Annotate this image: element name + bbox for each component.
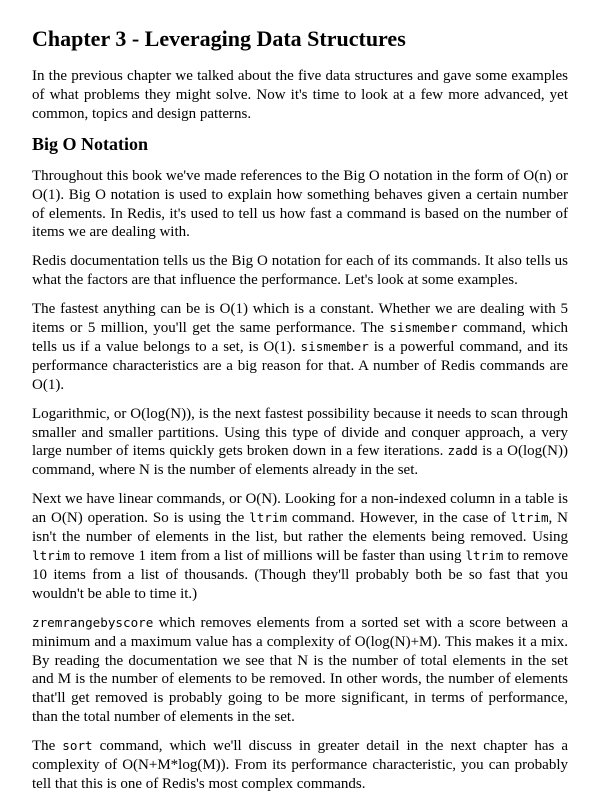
paragraph-mixed-complexity bbox=[32, 614, 568, 727]
inline-code-ltrim: ltrim bbox=[249, 510, 288, 526]
text-run: command. However, in the case of bbox=[287, 510, 511, 527]
paragraph-bigo-docs bbox=[32, 252, 568, 290]
text-run: which removes elements from a sorted set with a score between a minimum and a maximum value has a complexity of O(log(N)+M). This makes it a mix. By reading the documentation we see that N is the number of total elements in the set and M is the number of elements to be removed. In other words, the number of elements that'll get removed is probably going to be more significant, in terms of performance, than the total number of elements in the set. bbox=[32, 614, 568, 726]
chapter-title: Chapter 3 - Leveraging Data Structures bbox=[32, 26, 406, 51]
text-run: Logarithmic, or O(log(N)), is the next fastest possibility because it needs to scan through smaller and smaller partitions. Using this type of divide and conquer approach, a very large number of items quickly gets broken down in a few iterations. bbox=[32, 405, 568, 460]
text-run: The fastest anything can be is O(1) which is a constant. Whether we are dealing with 5 items or 5 million, you'll get the same performance. The bbox=[32, 301, 568, 337]
paragraph-constant-time bbox=[32, 300, 568, 395]
inline-code-zremrangebyscore: zremrangebyscore bbox=[32, 614, 154, 630]
inline-code-sismember: sismember bbox=[300, 338, 369, 354]
paragraph-linear bbox=[32, 490, 568, 603]
section-heading-big-o: Big O Notation bbox=[32, 134, 149, 155]
text-run: is a powerful command, and its performance characteristics are a big reason for that. A number of Redis commands are O(1). bbox=[32, 338, 568, 393]
text-run: Redis documentation tells us the Big O notation for each of its commands. It also tells us what the factors are that influence the performance. Let's look at some examples. bbox=[32, 253, 568, 289]
text-run: The bbox=[32, 738, 63, 755]
inline-code-zadd: zadd bbox=[447, 443, 478, 459]
inline-code-sismember: sismember bbox=[389, 320, 458, 336]
inline-code-sort: sort bbox=[62, 738, 93, 754]
text-run: In the previous chapter we talked about the five data structures and gave some examples of what problems they might solve. Now it's time to look at a few more advanced, yet common, topics and design patterns. bbox=[32, 68, 568, 123]
inline-code-ltrim: ltrim bbox=[510, 510, 549, 526]
text-run: is a O(log(N)) command, where N is the number of elements already in the set. bbox=[32, 443, 568, 479]
text-run: command, which tells us if a value belongs to a set, is O(1). bbox=[32, 320, 569, 355]
text-run: to remove 10 items from a list of thousands. (Though they'll probably both be so fast that you wouldn't be able to time it.) bbox=[32, 548, 568, 602]
paragraph-intro bbox=[32, 67, 568, 124]
text-run: , N isn't the number of elements in the list, but rather the elements being removed. Using bbox=[32, 510, 569, 546]
text-run: to remove 1 item from a list of millions will be faster than using bbox=[69, 548, 466, 565]
inline-code-ltrim: ltrim bbox=[32, 548, 70, 564]
paragraph-sort bbox=[32, 737, 568, 794]
paragraph-logarithmic bbox=[32, 405, 568, 481]
text-run: Throughout this book we've made references to the Big O notation in the form of O(n) or O(1). Big O notation is used to explain how something behaves given a certain number of elements. In Redis, it's used to tell us how fast a command is based on the number of items we are dealing with. bbox=[32, 167, 568, 241]
text-run: command, which we'll discuss in greater detail in the next chapter has a complexity of O(N+M*log(M)). From its performance characteristic, you can probably tell that this is one of Redis's most complex commands. bbox=[32, 738, 568, 792]
inline-code-ltrim: ltrim bbox=[465, 548, 504, 564]
paragraph-bigo-overview bbox=[32, 167, 568, 243]
text-run: Next we have linear commands, or O(N). Looking for a non-indexed column in a table is an O(N) operation. So is using the bbox=[32, 491, 568, 527]
